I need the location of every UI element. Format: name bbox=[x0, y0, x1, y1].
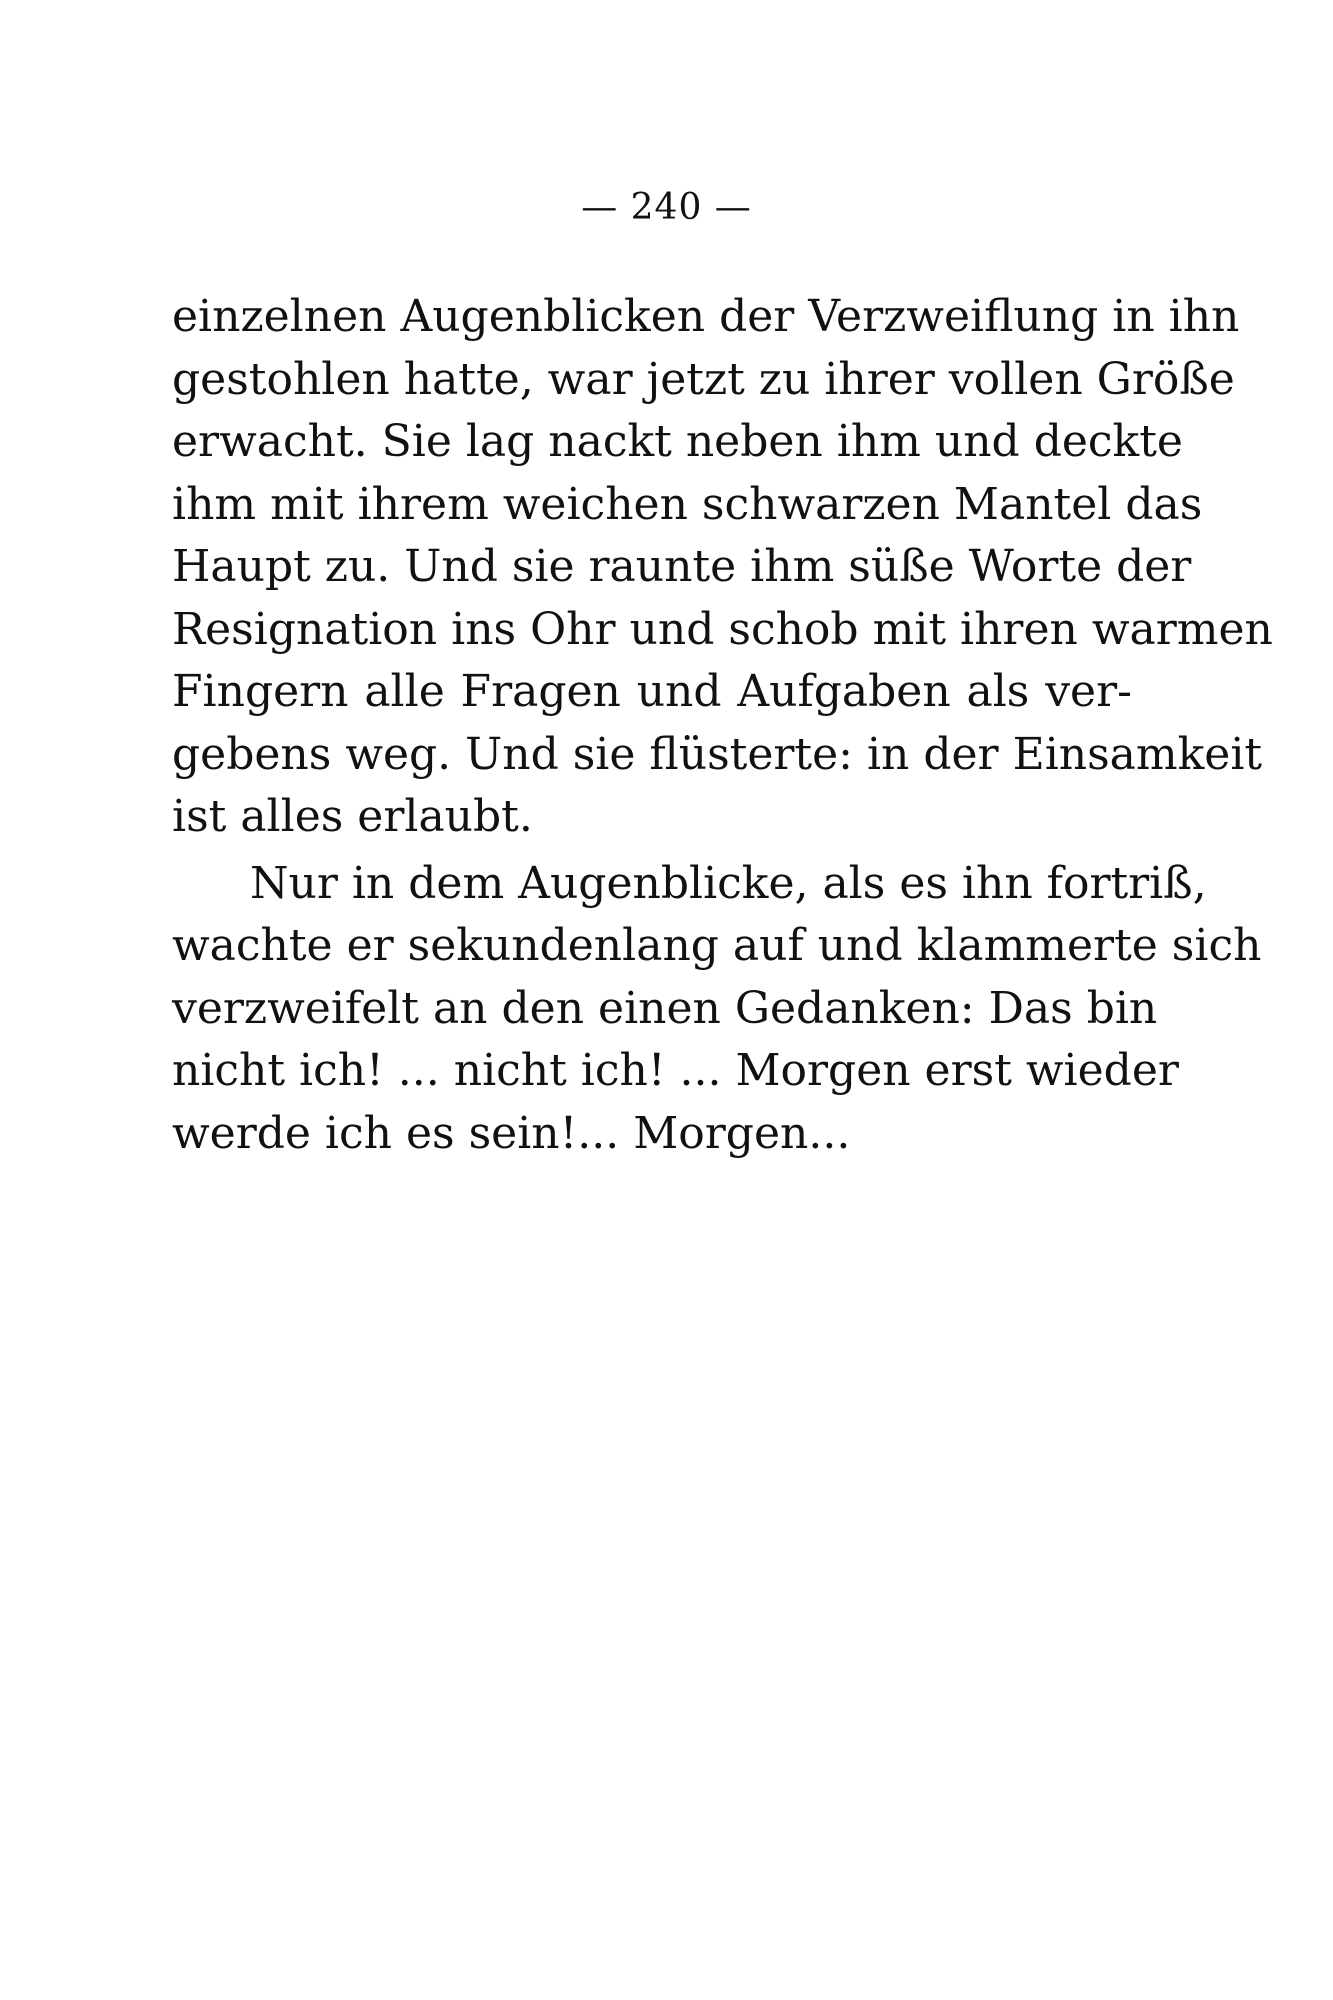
paragraph-2 bbox=[172, 853, 1262, 1166]
text-line: gestohlen hatte, war jetzt zu ihrer vollen Größe bbox=[172, 353, 1235, 405]
text-line: Haupt zu. Und sie raunte ihm süße Worte der bbox=[172, 541, 1192, 592]
text-line: Fingern alle Fragen und Aufgaben als ver- bbox=[172, 666, 1132, 717]
paragraph-1 bbox=[172, 286, 1273, 849]
text-line: wachte er sekundenlang auf und klammerte sich bbox=[172, 920, 1262, 971]
text-line: einzelnen Augenblicken der Verzweiflung in ihn bbox=[172, 291, 1240, 342]
text-line: Nur in dem Augenblicke, als es ihn fortriß, bbox=[250, 857, 1207, 909]
body-text bbox=[172, 286, 1273, 1165]
text-line: erwacht. Sie lag nackt neben ihm und deckte bbox=[172, 416, 1183, 467]
text-line: gebens weg. Und sie flüsterte: in der Einsamkeit bbox=[172, 728, 1263, 780]
text-line: nicht ich! ... nicht ich! ... Morgen erst wieder bbox=[172, 1045, 1179, 1096]
text-line: verzweifelt an den einen Gedanken: Das bin bbox=[172, 982, 1158, 1034]
text-line: ihm mit ihrem weichen schwarzen Mantel das bbox=[172, 478, 1203, 530]
text-line: Resignation ins Ohr und schob mit ihren warmen bbox=[172, 603, 1273, 655]
text-line: werde ich es sein!... Morgen... bbox=[172, 1107, 851, 1159]
text-line: ist alles erlaubt. bbox=[172, 791, 533, 842]
page-number: — 240 — bbox=[581, 187, 752, 228]
